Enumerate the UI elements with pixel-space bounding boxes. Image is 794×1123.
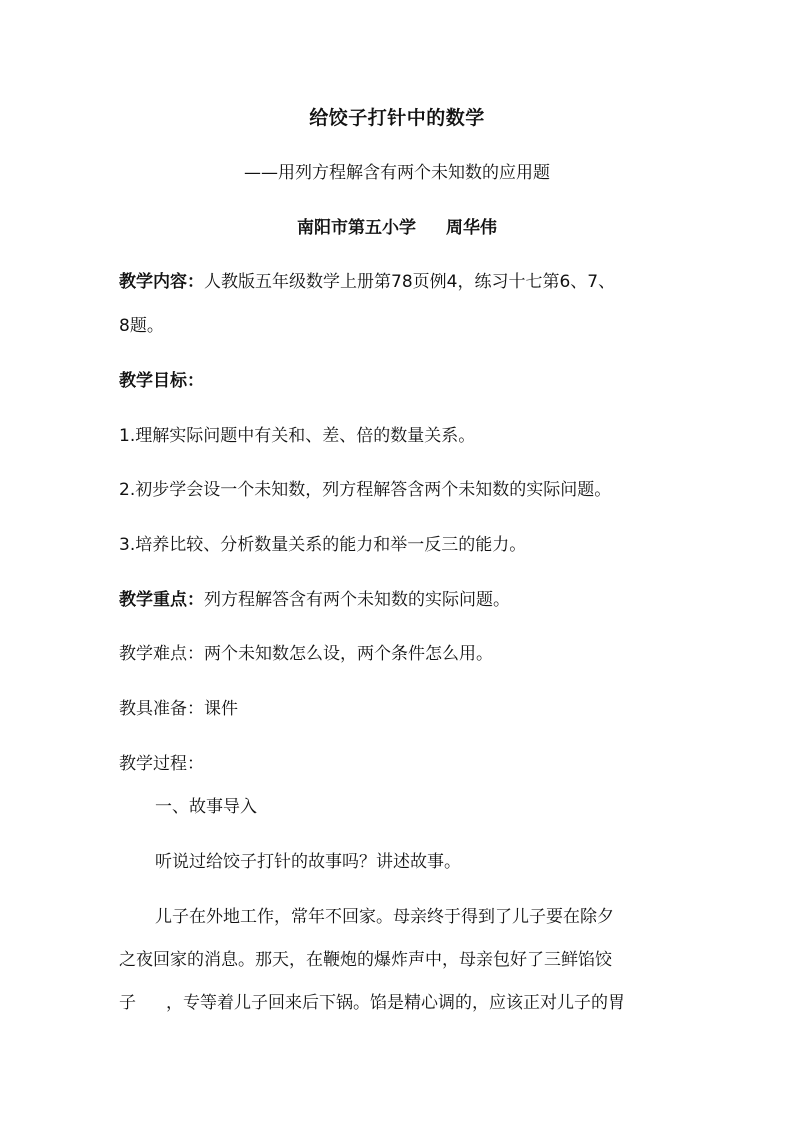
document-subtitle: ——用列方程解含有两个未知数的应用题: [244, 163, 550, 183]
document-title: 给饺子打针中的数学: [309, 107, 485, 129]
goal-item-2: 2.初步学会设一个未知数，列方程解答含两个未知数的实际问题。: [119, 480, 612, 500]
goal-item-1: 1.理解实际问题中有关和、差、倍的数量关系。: [119, 426, 476, 446]
key-point: [119, 588, 679, 612]
teaching-goals-label: 教学目标：: [119, 371, 204, 391]
teaching-content-label: 教学内容：: [119, 272, 204, 292]
teaching-content: [119, 270, 679, 294]
goal-item-3: 3.培养比较、分析数量关系的能力和举一反三的能力。: [119, 535, 527, 555]
paragraph-2-line-2: 之夜回家的消息。那天，在鞭炮的爆炸声中，母亲包好了三鲜馅饺: [119, 950, 612, 970]
teaching-content-continued: 8题。: [119, 316, 164, 336]
paragraph-2-line-3-start: 子: [119, 993, 136, 1013]
author-school: 南阳市第五小学: [297, 218, 416, 238]
paragraph-1: 听说过给饺子打针的故事吗？讲述故事。: [155, 852, 461, 872]
paragraph-2-line-3: [119, 991, 679, 1015]
key-point-text: 列方程解答含有两个未知数的实际问题。: [204, 590, 510, 610]
key-point-label: 教学重点：: [119, 590, 204, 610]
author-name: 周华伟: [446, 218, 497, 238]
teaching-tools: 教具准备：课件: [119, 699, 238, 719]
paragraph-2-line-3-end: ，专等着儿子回来后下锅。馅是精心调的，应该正对儿子的胃: [166, 993, 625, 1013]
paragraph-2-line-1: 儿子在外地工作，常年不回家。母亲终于得到了儿子要在除夕: [155, 907, 614, 927]
section-story-intro: 一、故事导入: [155, 797, 257, 817]
author-line: [0, 216, 794, 240]
teaching-content-text: 人教版五年级数学上册第78页例4，练习十七第6、7、: [204, 272, 616, 292]
teaching-difficulty: 教学难点：两个未知数怎么设，两个条件怎么用。: [119, 644, 493, 664]
teaching-process-label: 教学过程：: [119, 754, 204, 774]
